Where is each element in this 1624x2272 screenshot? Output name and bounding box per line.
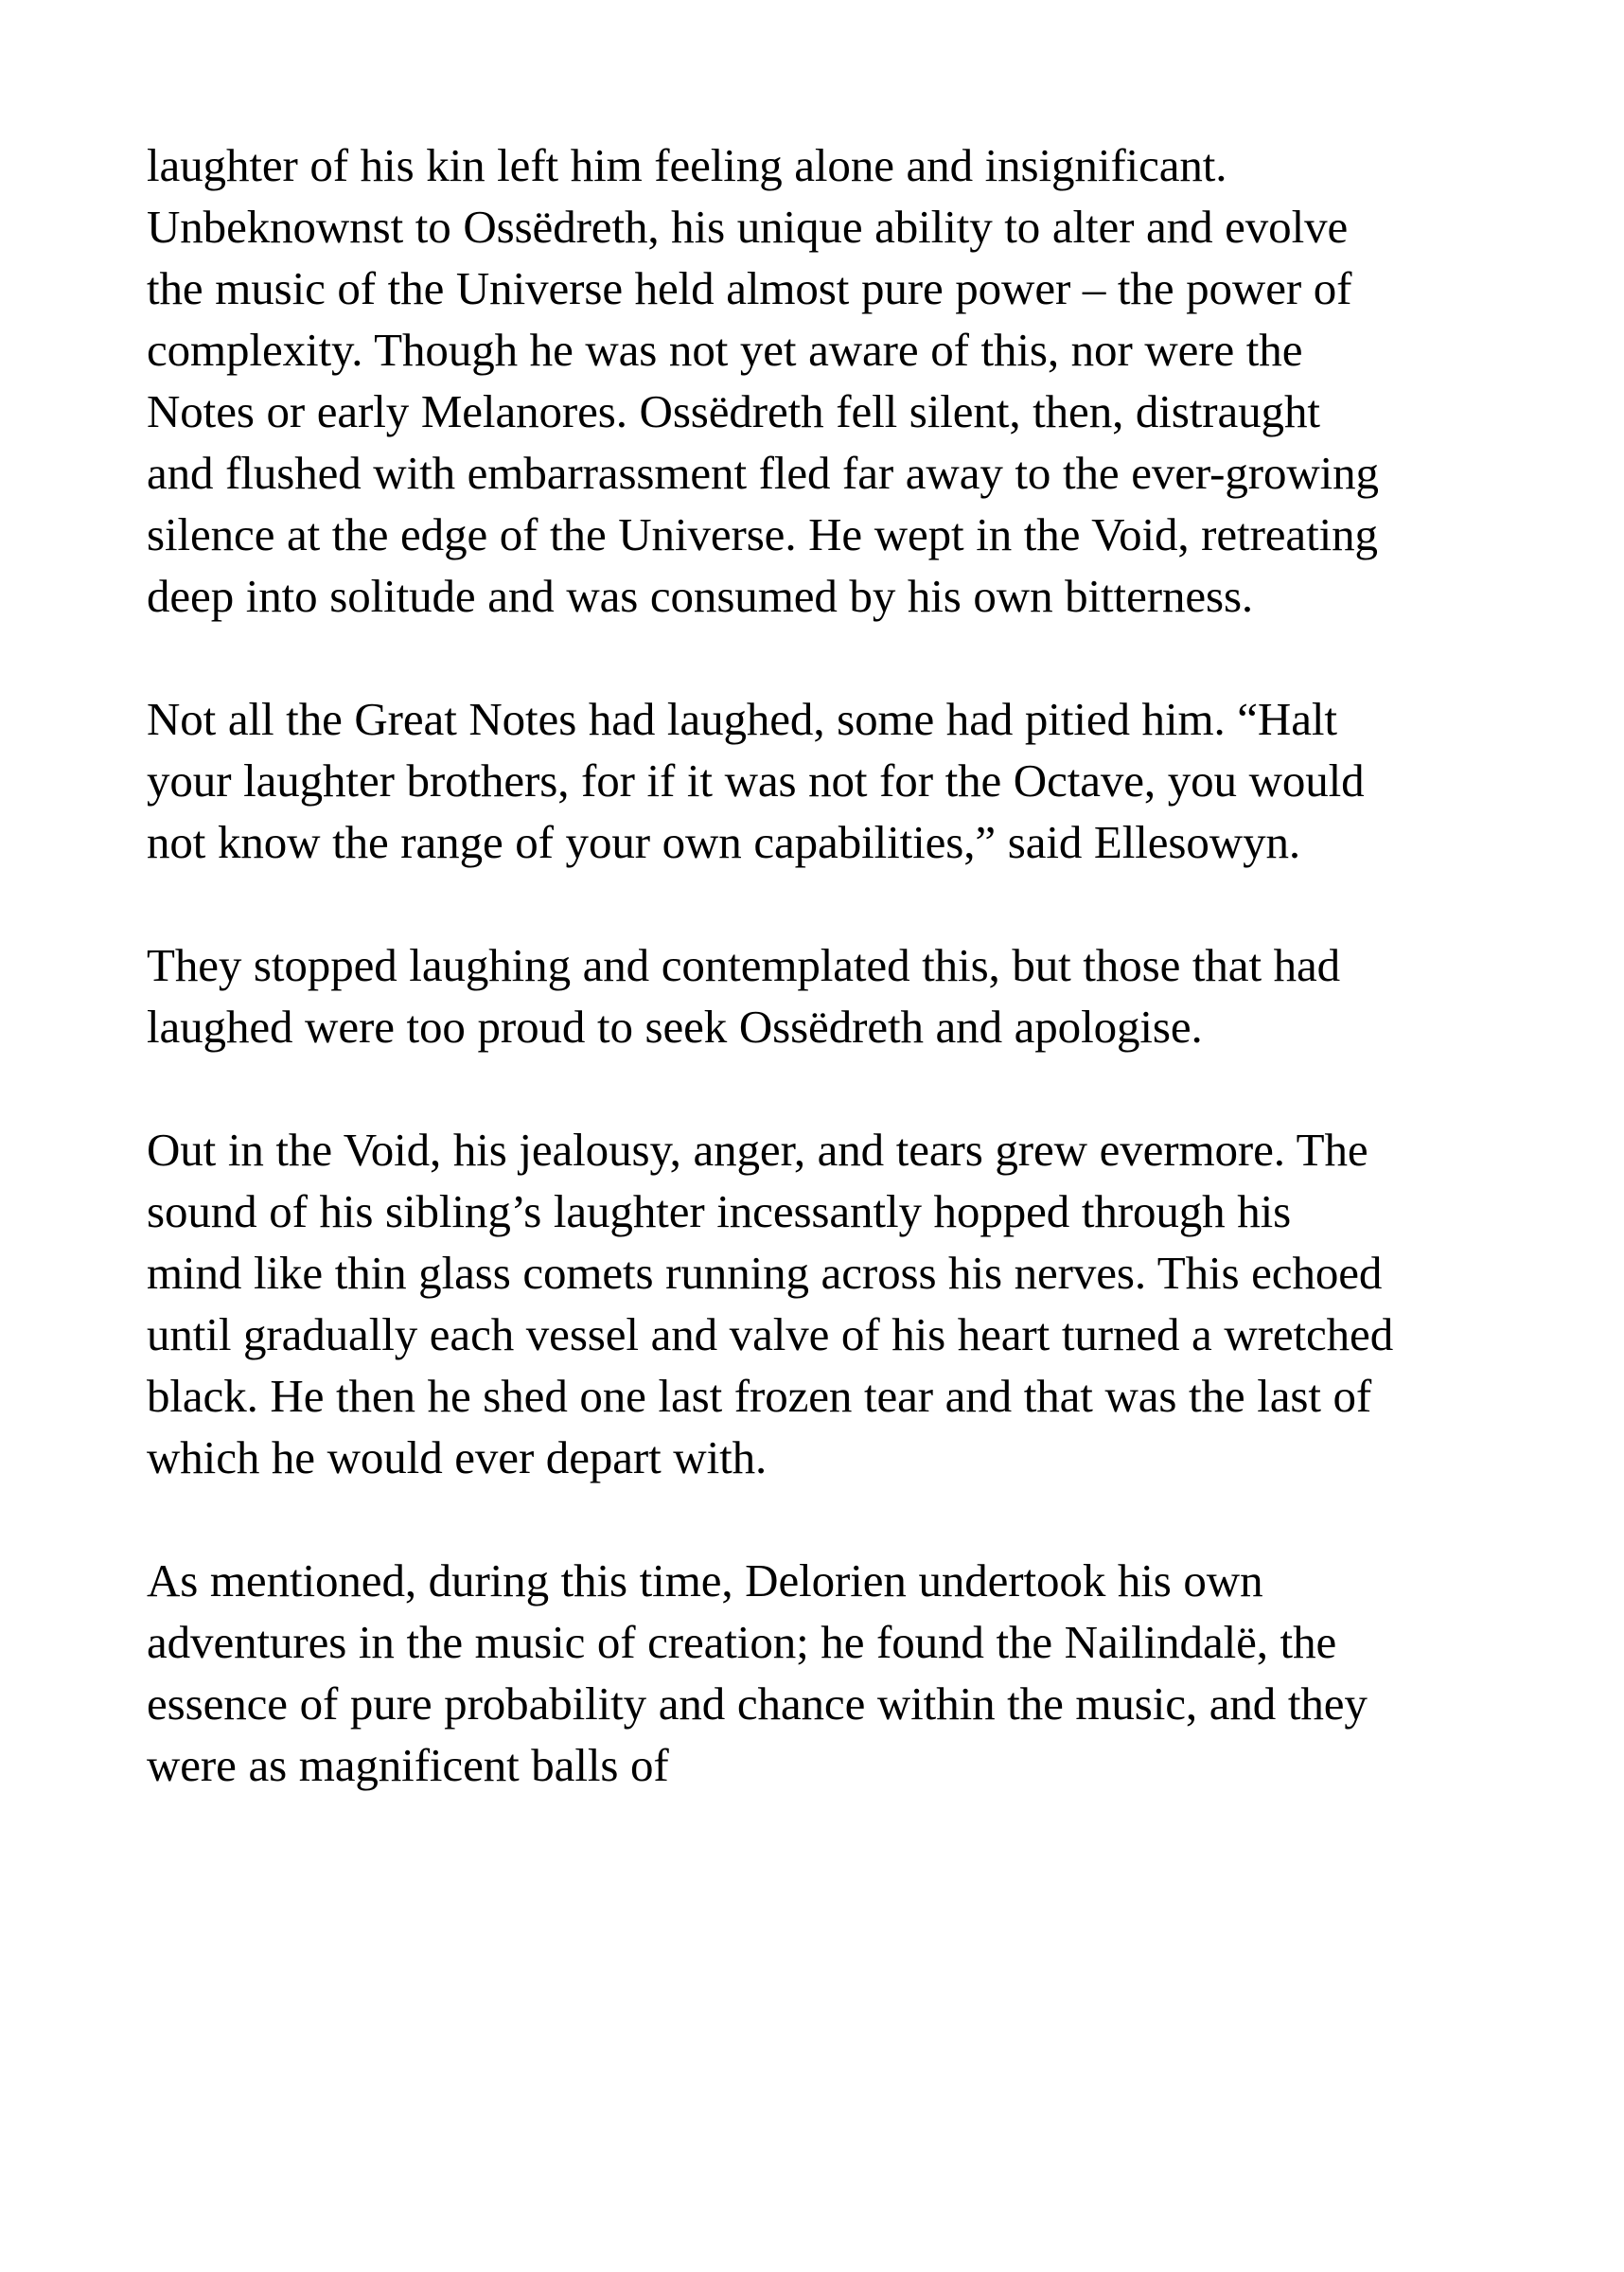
paragraph-4: Out in the Void, his jealousy, anger, and tears grew evermore. The sound of his sibling’s laughter incessantly hopped through his mind like thin glass comets running across his nerves. This echoed until gradually each vessel and valve of his heart turned a wretched black. He then he shed one last frozen tear and that was the last of which he would ever depart with. — [147, 1124, 1394, 1483]
paragraph-1: laughter of his kin left him feeling alone and insignificant. Unbeknownst to Ossëdreth, his unique ability to alter and evolve the music of the Universe held almost pure power – the power of complexity. Though he was not yet aware of this, nor were the Notes or early Melanores. Ossëdreth fell silent, then, distraught and flushed with embarrassment fled far away to the ever-growing silence at the edge of the Universe. He wept in the Void, retreating deep into solitude and was consumed by his own bitterness. — [147, 139, 1379, 622]
paragraph-3: They stopped laughing and contemplated this, but those that had laughed were too proud to seek Ossëdreth and apologise. — [147, 939, 1341, 1053]
paragraph-2: Not all the Great Notes had laughed, some had pitied him. “Halt your laughter brothers, for if it was not for the Octave, you would not know the range of your own capabilities,” said Ellesowyn. — [147, 693, 1365, 868]
body-text-column — [147, 134, 1396, 1796]
paragraph-5: As mentioned, during this time, Delorien undertook his own adventures in the music of creation; he found the Nailindalë, the essence of pure probability and chance within the music, and they were as magnificent balls of — [147, 1554, 1368, 1791]
